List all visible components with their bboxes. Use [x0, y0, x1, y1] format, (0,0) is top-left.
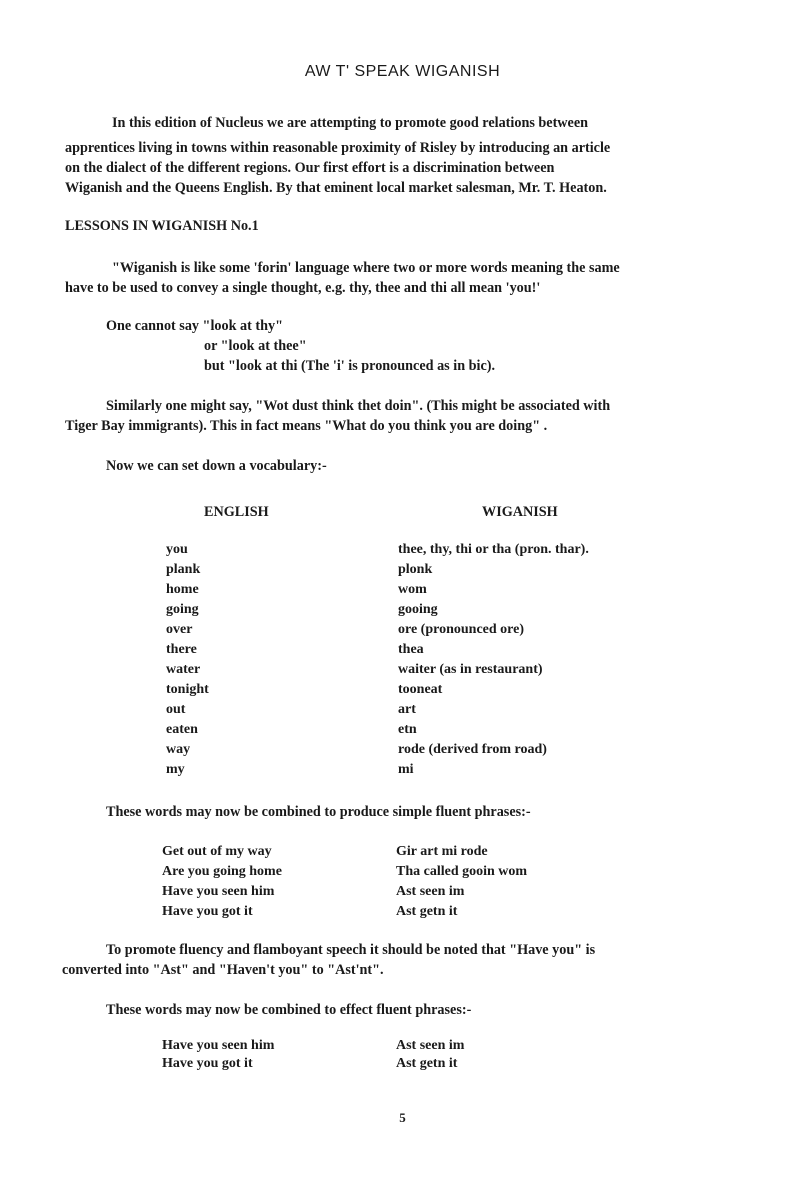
example-line-3: but "look at thi (The 'i' is pronounced as in bic). [204, 358, 496, 374]
phrase-wiganish: Ast getn it [396, 904, 458, 919]
phrase-english: Have you seen him [162, 1038, 275, 1053]
intro-line-3: on the dialect of the different regions. Our first effort is a discrimination between [65, 160, 555, 176]
vocab-wiganish: rode (derived from road) [398, 742, 547, 757]
vocab-wiganish: waiter (as in restaurant) [398, 662, 543, 677]
phrase-wiganish: Ast seen im [396, 1038, 465, 1053]
vocab-wiganish: etn [398, 722, 417, 737]
vocab-english: my [166, 762, 185, 777]
vocab-english: eaten [166, 722, 198, 737]
phrase-english: Have you got it [162, 1056, 253, 1071]
vocab-wiganish: thee, thy, thi or tha (pron. thar). [398, 542, 589, 557]
para1-line-2: have to be used to convey a single thought, e.g. thy, thee and thi all mean 'you!' [65, 280, 541, 296]
para3-line-2: converted into "Ast" and "Haven't you" to "Ast'nt". [62, 962, 384, 978]
intro-line-1: In this edition of Nucleus we are attempting to promote good relations between [112, 115, 589, 131]
vocab-english: way [166, 742, 191, 757]
phrase-wiganish: Tha called gooin wom [396, 864, 528, 879]
vocab-wiganish: thea [398, 642, 424, 657]
phrases2-intro: These words may now be combined to effect fluent phrases:- [106, 1002, 472, 1018]
vocab-intro: Now we can set down a vocabulary:- [106, 458, 327, 474]
phrase-wiganish: Ast seen im [396, 884, 465, 899]
vocab-english: home [166, 582, 199, 597]
para3-line-1: To promote fluency and flamboyant speech it should be noted that "Have you" is [106, 942, 596, 958]
vocab-wiganish: mi [398, 762, 414, 777]
vocab-wiganish: gooing [398, 602, 438, 617]
vocab-wiganish: wom [398, 582, 427, 597]
para2-line-1: Similarly one might say, "Wot dust think thet doin". (This might be associated with [106, 398, 611, 414]
vocab-english: going [166, 602, 199, 617]
vocab-wiganish: tooneat [398, 682, 443, 697]
vocab-wiganish: ore (pronounced ore) [398, 622, 524, 637]
vocab-english: out [166, 702, 186, 717]
vocab-wiganish: plonk [398, 562, 433, 577]
vocab-header-wiganish: WIGANISH [482, 504, 558, 520]
phrase-english: Have you seen him [162, 884, 275, 899]
phrases-intro: These words may now be combined to produce simple fluent phrases:- [106, 804, 531, 820]
vocab-english: tonight [166, 682, 209, 697]
phrase-wiganish: Ast getn it [396, 1056, 458, 1071]
phrase-english: Have you got it [162, 904, 253, 919]
example-line-1: One cannot say "look at thy" [106, 318, 283, 334]
vocab-english: over [166, 622, 193, 637]
intro-line-4: Wiganish and the Queens English. By that eminent local market salesman, Mr. T. Heaton. [65, 180, 607, 196]
vocab-english: water [166, 662, 201, 677]
vocab-english: there [166, 642, 197, 657]
phrase-english: Get out of my way [162, 844, 272, 859]
vocab-english: plank [166, 562, 201, 577]
para2-line-2: Tiger Bay immigrants). This in fact means "What do you think you are doing" . [65, 418, 548, 434]
vocab-wiganish: art [398, 702, 416, 717]
intro-line-2: apprentices living in towns within reasonable proximity of Risley by introducing an article [65, 140, 611, 156]
para1-line-1: "Wiganish is like some 'forin' language where two or more words meaning the same [112, 260, 620, 276]
phrase-english: Are you going home [162, 864, 282, 879]
example-line-2: or "look at thee" [204, 338, 307, 354]
lesson-heading: LESSONS IN WIGANISH No.1 [65, 218, 259, 234]
phrase-wiganish: Gir art mi rode [396, 844, 488, 859]
vocab-english: you [166, 542, 188, 557]
page-title: AW T' SPEAK WIGANISH [304, 63, 501, 80]
vocab-header-english: ENGLISH [204, 504, 269, 520]
page-number: 5 [399, 1110, 406, 1125]
